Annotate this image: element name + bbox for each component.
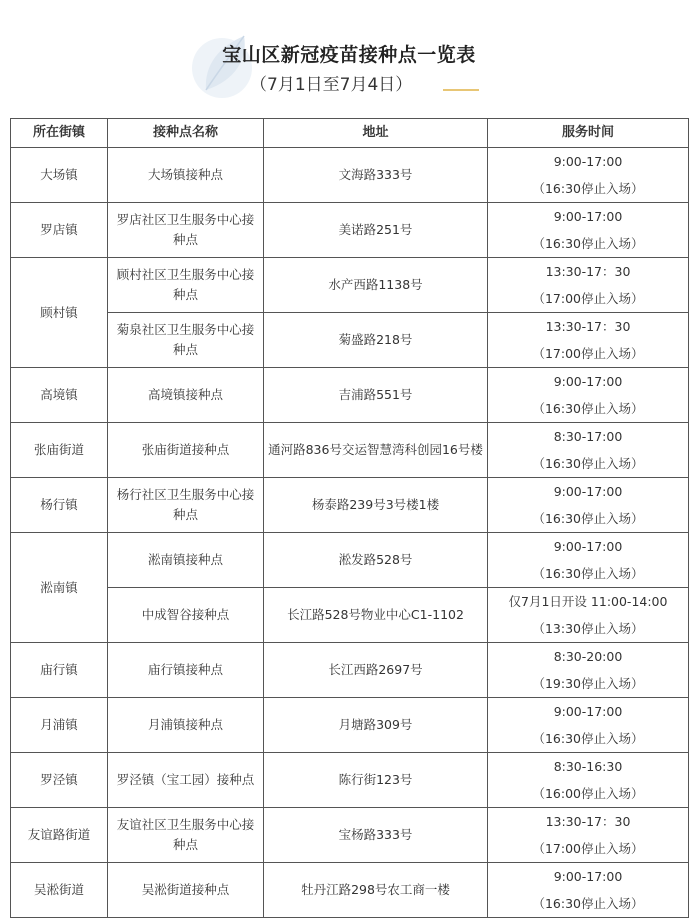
column-header-town: 所在街镇: [11, 119, 108, 148]
site-cell: 杨行社区卫生服务中心接种点: [108, 478, 264, 533]
site-cell: 月浦镇接种点: [108, 698, 264, 753]
address-cell: 牡丹江路298号农工商一楼: [264, 863, 488, 918]
site-cell: 罗泾镇（宝工园）接种点: [108, 753, 264, 808]
address-cell: 吉浦路551号: [264, 368, 488, 423]
time-cell: [488, 423, 689, 478]
time-note: （16:30停止入场）: [532, 566, 644, 581]
time-note: （16:30停止入场）: [532, 896, 644, 911]
time-cell: [488, 588, 689, 643]
time-range: 8:30-20:00: [553, 649, 623, 664]
time-note: （17:00停止入场）: [532, 346, 644, 361]
time-range: 13:30-17：30: [545, 319, 631, 334]
time-note: （19:30停止入场）: [532, 676, 644, 691]
address-cell: 通河路836号交运智慧湾科创园16号楼: [264, 423, 488, 478]
time-range: 8:30-16:30: [553, 759, 623, 774]
time-note: （16:00停止入场）: [532, 786, 644, 801]
time-cell: [488, 753, 689, 808]
address-cell: 杨泰路239号3号楼1楼: [264, 478, 488, 533]
table-row: [11, 588, 689, 643]
site-cell: 张庙街道接种点: [108, 423, 264, 478]
town-cell: 大场镇: [11, 148, 108, 203]
address-cell: 美诺路251号: [264, 203, 488, 258]
town-cell: 罗店镇: [11, 203, 108, 258]
table-row: [11, 863, 689, 918]
address-cell: 月塘路309号: [264, 698, 488, 753]
time-range: 9:00-17:00: [553, 539, 623, 554]
address-cell: 菊盛路218号: [264, 313, 488, 368]
time-cell: [488, 313, 689, 368]
time-range: 13:30-17：30: [545, 814, 631, 829]
table-row: [11, 203, 689, 258]
site-cell: 菊泉社区卫生服务中心接种点: [108, 313, 264, 368]
column-header-address: 地址: [264, 119, 488, 148]
site-cell: 顾村社区卫生服务中心接种点: [108, 258, 264, 313]
town-cell: 淞南镇: [11, 533, 108, 643]
address-cell: 长江西路2697号: [264, 643, 488, 698]
time-cell: [488, 203, 689, 258]
table-row: [11, 148, 689, 203]
time-range: 仅7月1日开设 11:00-14:00: [508, 594, 668, 609]
table-row: [11, 368, 689, 423]
time-cell: [488, 643, 689, 698]
table-row: [11, 753, 689, 808]
column-header-site: 接种点名称: [108, 119, 264, 148]
time-note: （16:30停止入场）: [532, 181, 644, 196]
table-row: [11, 808, 689, 863]
site-cell: 淞南镇接种点: [108, 533, 264, 588]
time-note: （16:30停止入场）: [532, 511, 644, 526]
town-cell: 庙行镇: [11, 643, 108, 698]
time-range: 9:00-17:00: [553, 704, 623, 719]
time-range: 8:30-17:00: [553, 429, 623, 444]
time-range: 9:00-17:00: [553, 209, 623, 224]
vaccination-sites-table: [10, 118, 689, 918]
time-cell: [488, 148, 689, 203]
time-note: （13:30停止入场）: [532, 621, 644, 636]
table-row: [11, 313, 689, 368]
table-row: [11, 643, 689, 698]
time-note: （16:30停止入场）: [532, 236, 644, 251]
time-cell: [488, 258, 689, 313]
time-note: （16:30停止入场）: [532, 401, 644, 416]
time-cell: [488, 698, 689, 753]
address-cell: 淞发路528号: [264, 533, 488, 588]
table-row: [11, 698, 689, 753]
page-header: [0, 0, 698, 118]
table-row: [11, 533, 689, 588]
time-range: 13:30-17：30: [545, 264, 631, 279]
town-cell: 罗泾镇: [11, 753, 108, 808]
table-row: [11, 478, 689, 533]
time-cell: [488, 808, 689, 863]
time-cell: [488, 533, 689, 588]
town-cell: 张庙街道: [11, 423, 108, 478]
time-range: 9:00-17:00: [553, 869, 623, 884]
town-cell: 高境镇: [11, 368, 108, 423]
address-cell: 宝杨路333号: [264, 808, 488, 863]
site-cell: 高境镇接种点: [108, 368, 264, 423]
town-cell: 月浦镇: [11, 698, 108, 753]
time-cell: [488, 863, 689, 918]
page-subtitle: （7月1日至7月4日）: [250, 75, 413, 95]
table-row: [11, 258, 689, 313]
site-cell: 中成智谷接种点: [108, 588, 264, 643]
site-cell: 吴淞街道接种点: [108, 863, 264, 918]
time-note: （17:00停止入场）: [532, 291, 644, 306]
address-cell: 陈行街123号: [264, 753, 488, 808]
time-note: （16:30停止入场）: [532, 731, 644, 746]
address-cell: 文海路333号: [264, 148, 488, 203]
time-range: 9:00-17:00: [553, 484, 623, 499]
time-cell: [488, 368, 689, 423]
site-cell: 庙行镇接种点: [108, 643, 264, 698]
table-row: [11, 423, 689, 478]
time-cell: [488, 478, 689, 533]
time-range: 9:00-17:00: [553, 154, 623, 169]
site-cell: 大场镇接种点: [108, 148, 264, 203]
page-title: 宝山区新冠疫苗接种点一览表: [222, 44, 476, 66]
address-cell: 水产西路1138号: [264, 258, 488, 313]
time-note: （16:30停止入场）: [532, 456, 644, 471]
site-cell: 友谊社区卫生服务中心接种点: [108, 808, 264, 863]
town-cell: 友谊路街道: [11, 808, 108, 863]
title-underline: [443, 89, 479, 91]
town-cell: 杨行镇: [11, 478, 108, 533]
site-cell: 罗店社区卫生服务中心接种点: [108, 203, 264, 258]
table-header-row: [11, 119, 689, 148]
time-range: 9:00-17:00: [553, 374, 623, 389]
town-cell: 吴淞街道: [11, 863, 108, 918]
column-header-time: 服务时间: [488, 119, 689, 148]
town-cell: 顾村镇: [11, 258, 108, 368]
time-note: （17:00停止入场）: [532, 841, 644, 856]
address-cell: 长江路528号物业中心C1-1102: [264, 588, 488, 643]
